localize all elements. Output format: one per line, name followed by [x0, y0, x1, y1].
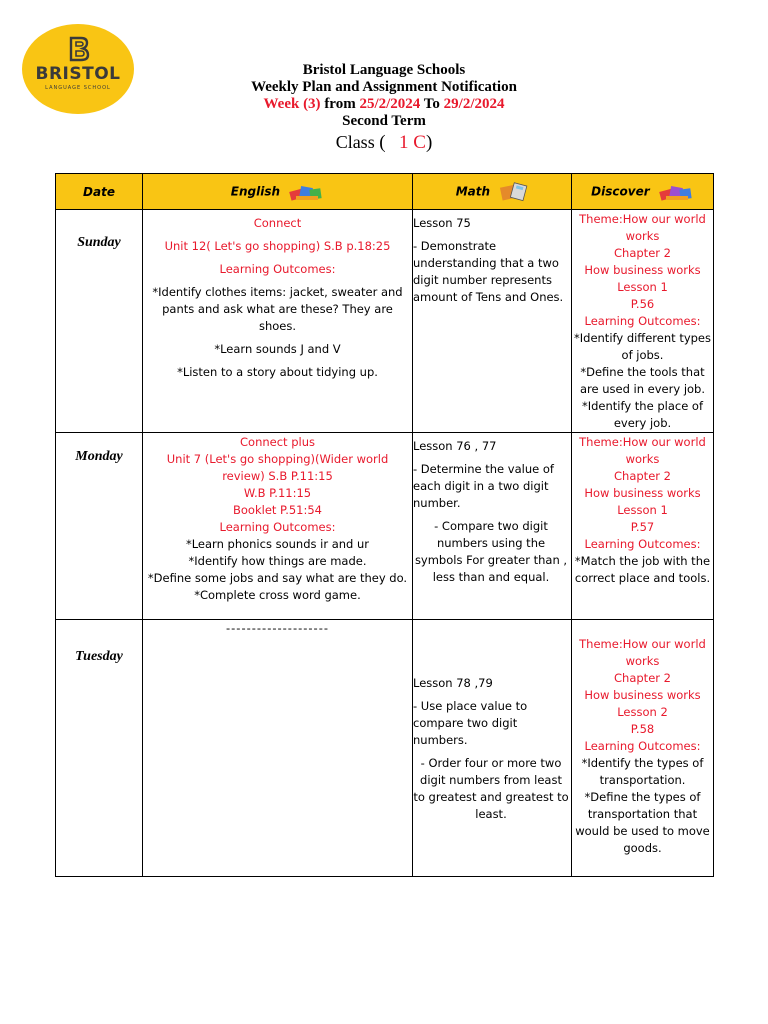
discover-line: Chapter 2 [614, 469, 671, 483]
start-date: 25/2/2024 [359, 96, 421, 112]
document-title: Weekly Plan and Assignment Notification [251, 79, 517, 95]
english-line: W.B P.11:15 [243, 486, 312, 500]
day-cell-tuesday [56, 620, 143, 877]
discover-line: P.58 [630, 722, 655, 736]
english-header-label: English [230, 184, 281, 198]
math-line: - Order four or more two digit numbers from least to greatest and greatest to least. [413, 756, 569, 821]
math-line: - Compare two digit numbers using the symbols For greater than , less than and equal. [414, 519, 568, 584]
class-value: 1 C [399, 132, 426, 153]
discover-line: Learning Outcomes: [584, 537, 701, 551]
discover-line: Learning Outcomes: [584, 739, 701, 753]
english-line: *Define some jobs and say what are they do. [147, 571, 408, 585]
math-line: - Determine the value of each digit in a two digit number. [413, 462, 554, 510]
english-line: *Identify clothes items: jacket, sweater and pants and ask what are these? They are shoes. [152, 285, 403, 333]
day-label: Tuesday [75, 649, 123, 664]
english-line: Booklet P.51:54 [233, 503, 322, 517]
english-line: Learning Outcomes: [219, 520, 336, 534]
day-cell-sunday [56, 210, 143, 433]
term-label: Second Term [342, 113, 426, 129]
discover-header-label: Discover [591, 184, 650, 198]
class-open-paren: ( [379, 132, 386, 153]
math-line: Lesson 78 ,79 [413, 676, 493, 690]
english-line: *Identify how things are made. [188, 554, 367, 568]
logo-brand-text: BRISTOL [35, 64, 121, 84]
class-line [200, 132, 568, 154]
column-header-date [56, 174, 143, 210]
discover-line: *Match the job with the correct place and tools. [574, 554, 711, 585]
english-line: *Complete cross word game. [194, 588, 361, 602]
math-cell-monday [413, 433, 572, 620]
from-word: from [324, 96, 356, 112]
class-label: Class [335, 132, 375, 152]
english-cell-tuesday [143, 620, 413, 877]
math-cell-sunday [413, 210, 572, 433]
math-cell-tuesday [413, 620, 572, 877]
table-row-monday [56, 433, 714, 620]
discover-line: Learning Outcomes: [584, 314, 701, 328]
english-line: Connect [253, 216, 302, 230]
discover-line: *Identify the types of transportation. [581, 756, 704, 787]
table-header-row [56, 174, 714, 210]
column-header-english [143, 174, 413, 210]
english-line: *Learn sounds J and V [214, 342, 341, 356]
discover-cell-tuesday [572, 620, 714, 877]
english-line: Learning Outcomes: [219, 262, 336, 276]
discover-line: P.56 [630, 297, 655, 311]
discover-line: Theme:How our world works [579, 637, 706, 668]
discover-cell-monday [572, 433, 714, 620]
discover-line: *Define the types of transportation that would be used to move goods. [575, 790, 710, 855]
logo-sub-text: LANGUAGE SCHOOL [45, 85, 111, 91]
calculator-icon [498, 182, 528, 202]
discover-line: P.57 [630, 520, 655, 534]
day-label: Monday [75, 449, 123, 464]
discover-cell-sunday [572, 210, 714, 433]
school-logo [22, 24, 134, 114]
discover-line: Lesson 1 [617, 280, 668, 294]
date-header-label: Date [83, 184, 115, 199]
table-row-tuesday [56, 620, 714, 877]
end-date: 29/2/2024 [443, 96, 505, 112]
math-line: - Demonstrate understanding that a two digit number represents amount of Tens and Ones. [413, 239, 564, 304]
math-line: Lesson 75 [413, 216, 471, 230]
english-cell-sunday [143, 210, 413, 433]
english-line: Unit 12( Let's go shopping) S.B p.18:25 [164, 239, 391, 253]
discover-line: Theme:How our world works [579, 435, 706, 466]
school-name: Bristol Language Schools [302, 62, 466, 78]
logo-b-icon [68, 36, 90, 62]
discover-line: *Identify different types of jobs. [574, 331, 711, 362]
math-line: Lesson 76 , 77 [413, 439, 497, 453]
books-icon [288, 182, 324, 202]
discover-line: How business works [584, 263, 701, 277]
discover-line: How business works [584, 486, 701, 500]
english-line: *Learn phonics sounds ir and ur [185, 537, 370, 551]
english-cell-monday [143, 433, 413, 620]
discover-line: *Define the tools that are used in every job. [579, 365, 706, 396]
discover-line: Lesson 2 [617, 705, 668, 719]
discover-line: *Identify the place of every job. [581, 399, 704, 430]
discover-line: How business works [584, 688, 701, 702]
table-row-sunday [56, 210, 714, 433]
english-line: -------------------- [226, 621, 329, 635]
week-label: Week (3) [263, 96, 321, 112]
discover-line: Lesson 1 [617, 503, 668, 517]
column-header-discover [572, 174, 714, 210]
english-line: *Listen to a story about tidying up. [177, 365, 378, 379]
weekly-plan-table [55, 173, 714, 877]
discover-line: Chapter 2 [614, 671, 671, 685]
class-close-paren: ) [425, 132, 433, 153]
week-line [200, 96, 568, 113]
day-cell-monday [56, 433, 143, 620]
english-line: Unit 7 (Let's go shopping)(Wider world review) S.B P.11:15 [166, 452, 389, 483]
discover-line: Chapter 2 [614, 246, 671, 260]
math-line: - Use place value to compare two digit numbers. [413, 699, 528, 747]
books-icon [658, 182, 694, 202]
math-header-label: Math [455, 184, 491, 198]
discover-line: Theme:How our world works [579, 212, 706, 243]
english-line: Connect plus [240, 435, 315, 449]
column-header-math [413, 174, 572, 210]
day-label: Sunday [77, 235, 121, 250]
to-word: To [423, 96, 440, 112]
